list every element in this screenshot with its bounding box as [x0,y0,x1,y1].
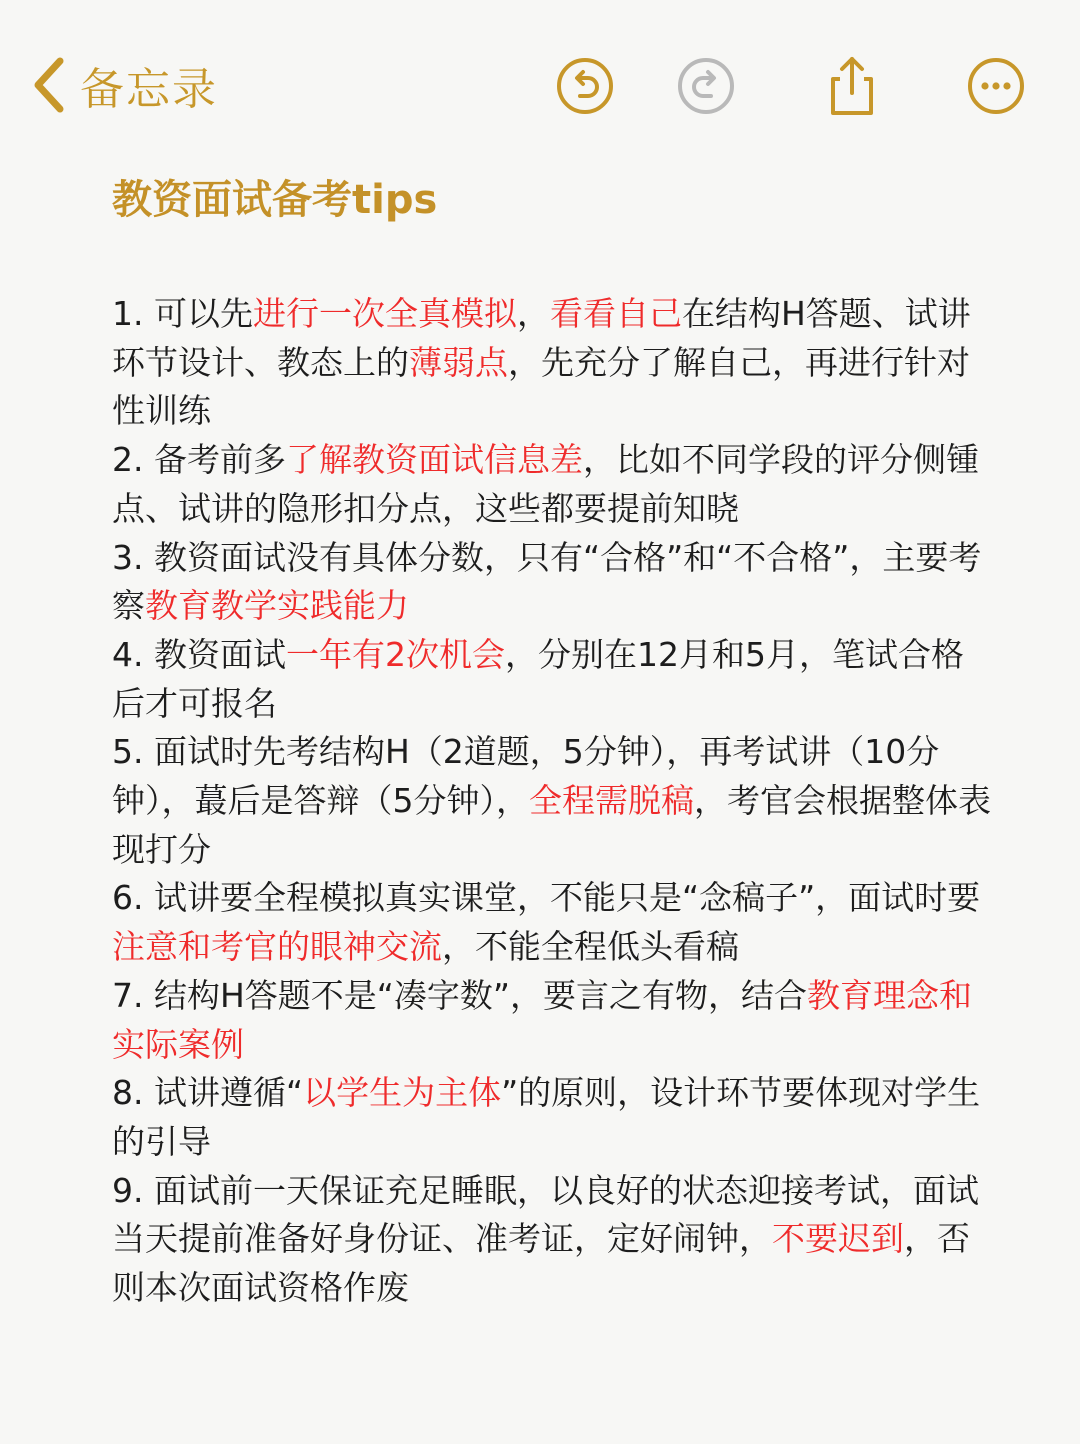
tip-highlight-text: 以学生为主体 [303,1073,502,1113]
tip-highlight-text: 教育理念和实际案例 [112,975,972,1064]
tip-highlight-text: 了解教资面试信息差 [285,440,583,480]
tip-text: 7. 结构H答题不是“凑字数”，要言之有物，结合 [112,975,807,1015]
top-navigation-bar [0,0,1080,150]
tip-text: ， [516,294,550,333]
undo-icon [556,57,614,115]
tip-text: ，比如不同学段的评分侧锺点、试讲的隐形扣分点，这些都要提前知晓 [112,440,979,528]
tip-item [112,972,992,1069]
tip-highlight-text: 注意和考官的眼神交流 [112,927,442,967]
tip-item [112,290,992,436]
chevron-left-icon [30,57,66,113]
more-button[interactable] [967,57,1025,115]
tip-text: 在结构H答题、试讲环节设计、教态上的 [112,294,971,382]
tip-highlight-text: 薄弱点 [409,342,508,382]
tip-item [112,1167,992,1313]
tip-text: ，考官会根据整体表现打分 [112,781,991,869]
tip-item [112,631,992,728]
share-icon [823,55,881,117]
tip-text: 1. 可以先 [112,294,253,333]
tip-text: 5. 面试时先考结构H（2道题，5分钟），再考试讲（10分钟），蕞后是答辩（5分钟）， [112,732,940,821]
tip-text: ”的原则，设计环节要体现对学生的引导 [112,1073,981,1161]
tip-text: 3. 教资面试没有具体分数，只有“合格”和“不合格”，主要考察 [112,537,982,626]
tip-item [112,728,992,874]
more-icon [967,57,1025,115]
tip-highlight-text: 教育教学实践能力 [145,586,409,626]
tip-text: ，不能全程低头看稿 [442,927,739,967]
tip-text: 2. 备考前多 [112,440,286,480]
tip-text: ，分别在12月和5月，笔试合格后才可报名 [112,634,964,723]
tip-highlight-text: 不要迟到 [772,1219,904,1259]
undo-button[interactable] [556,57,614,115]
tip-text: 6. 试讲要全程模拟真实课堂，不能只是“念稿子”，面试时要 [112,878,981,918]
tip-item [112,534,992,631]
tip-text: ，先充分了解自己，再进行针对性训练 [112,342,970,431]
tip-text: ，否则本次面试资格作废 [112,1219,970,1308]
redo-button[interactable] [677,57,735,115]
note-title: 教资面试备考tips [112,177,438,223]
share-button[interactable] [823,57,881,115]
tip-highlight-text: 一年有2次机会 [285,634,505,674]
tip-item [112,1069,992,1166]
tip-text: 8. 试讲遵循“ [112,1073,304,1113]
tip-highlight-text: 进行一次全真模拟 [252,294,517,333]
redo-icon [677,57,735,115]
note-tips-list [112,290,992,1313]
tip-item [112,436,992,533]
tip-text: 9. 面试前一天保证充足睡眠，以良好的状态迎接考试，面试当天提前准备好身份证、准考证，定好闹钟， [112,1170,979,1259]
back-button[interactable] [30,52,218,118]
tip-text: 4. 教资面试 [112,634,286,674]
tip-item [112,874,992,971]
back-label: 备忘录 [80,64,218,115]
tip-highlight-text: 全程需脱稿 [529,781,694,821]
note-body[interactable] [112,170,992,1313]
tip-highlight-text: 看看自己 [549,294,682,333]
